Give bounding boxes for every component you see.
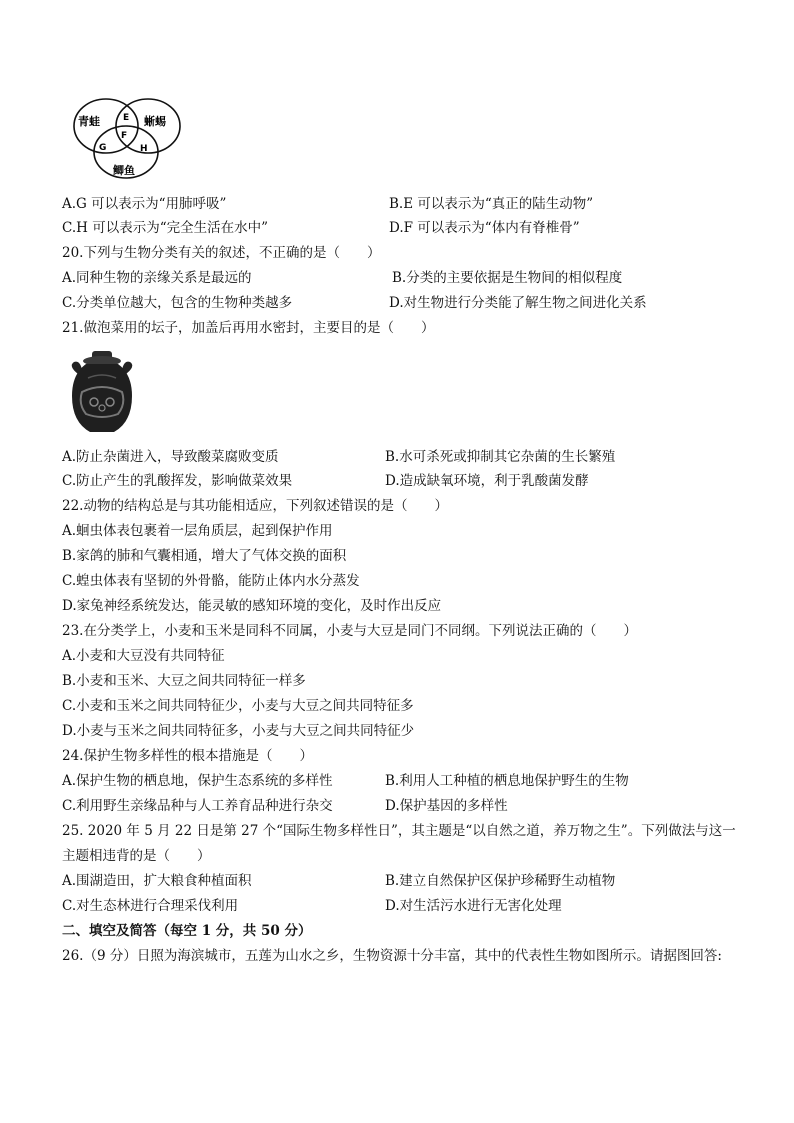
- venn-label-h: H: [140, 144, 148, 154]
- q24-option-c: C.利用野生亲缘品种与人工养育品种进行杂交: [62, 798, 333, 814]
- q20-option-d: D.对生物进行分类能了解生物之间进化关系: [389, 295, 647, 311]
- section-heading: 二、填空及简答（每空 1 分，共 50 分）: [62, 923, 312, 939]
- q25-stem-line2: 主题相违背的是（ ）: [62, 848, 211, 864]
- venn-label-fish: 鲫鱼: [113, 164, 135, 177]
- q22-option-d: D.家兔神经系统发达，能灵敏的感知环境的变化，及时作出反应: [62, 598, 442, 614]
- q20-option-a: A.同种生物的亲缘关系是最远的: [62, 270, 252, 286]
- venn-label-frog: 青蛙: [78, 115, 100, 128]
- q22-option-b: B.家鸽的肺和气囊相通，增大了气体交换的面积: [62, 548, 347, 564]
- q24-option-a: A.保护生物的栖息地，保护生态系统的多样性: [62, 773, 333, 789]
- q23-option-b: B.小麦和玉米、大豆之间共同特征一样多: [62, 673, 306, 689]
- q21-option-d: D.造成缺氧环境，利于乳酸菌发酵: [385, 473, 589, 489]
- q24-option-d: D.保护基因的多样性: [385, 798, 508, 814]
- q20-option-b: B.分类的主要依据是生物间的相似程度: [392, 270, 623, 286]
- q22-stem: 22.动物的结构总是与其功能相适应，下列叙述错误的是（ ）: [62, 498, 448, 514]
- q22-option-c: C.蝗虫体表有坚韧的外骨骼，能防止体内水分蒸发: [62, 573, 360, 589]
- q25-option-b: B.建立自然保护区保护珍稀野生动植物: [385, 873, 616, 889]
- q23-stem: 23.在分类学上，小麦和玉米是同科不同属，小麦与大豆是同门不同纲。下列说法正确的（ ）: [62, 623, 637, 639]
- q24-option-b: B.利用人工种植的栖息地保护野生的生物: [385, 773, 629, 789]
- q19-option-b: B.E 可以表示为“真正的陆生动物”: [389, 196, 594, 212]
- q22-option-a: A.蛔虫体表包裹着一层角质层，起到保护作用: [62, 523, 333, 539]
- q25-option-a: A.围湖造田，扩大粮食种植面积: [62, 873, 252, 889]
- q23-option-c: C.小麦和玉米之间共同特征少，小麦与大豆之间共同特征多: [62, 698, 414, 714]
- q21-option-b: B.水可杀死或抑制其它杂菌的生长繁殖: [385, 449, 616, 465]
- q20-stem: 20.下列与生物分类有关的叙述，不正确的是（ ）: [62, 245, 381, 261]
- q21-option-c: C.防止产生的乳酸挥发，影响做菜效果: [62, 473, 293, 489]
- venn-label-f: F: [121, 131, 128, 141]
- q19-option-a: A.G 可以表示为“用肺呼吸”: [62, 196, 227, 212]
- venn-label-e: E: [123, 113, 130, 123]
- venn-diagram: [66, 94, 196, 180]
- venn-label-g: G: [99, 143, 107, 153]
- q21-option-a: A.防止杂菌进入，导致酸菜腐败变质: [62, 449, 279, 465]
- q25-option-c: C.对生态林进行合理采伐利用: [62, 898, 239, 914]
- q23-option-d: D.小麦与玉米之间共同特征多，小麦与大豆之间共同特征少: [62, 723, 415, 739]
- q21-stem: 21.做泡菜用的坛子，加盖后再用水密封，主要目的是（ ）: [62, 320, 435, 336]
- q24-stem: 24.保护生物多样性的根本措施是（ ）: [62, 748, 313, 764]
- q19-option-d: D.F 可以表示为“体内有脊椎骨”: [389, 220, 580, 236]
- q19-option-c: C.H 可以表示为“完全生活在水中”: [62, 220, 269, 236]
- q23-option-a: A.小麦和大豆没有共同特征: [62, 648, 225, 664]
- q20-option-c: C.分类单位越大，包含的生物种类越多: [62, 295, 293, 311]
- venn-label-lizard: 蜥蜴: [144, 115, 166, 128]
- pickle-jar-image: [66, 348, 138, 436]
- q26-stem: 26.（9 分）日照为海滨城市，五莲为山水之乡，生物资源十分丰富，其中的代表性生物如图所示。请据图回答:: [62, 948, 722, 964]
- q25-option-d: D.对生活污水进行无害化处理: [385, 898, 562, 914]
- q25-stem-line1: 25. 2020 年 5 月 22 日是第 27 个“国际生物多样性日”，其主题是“以自然之道，养万物之生”。下列做法与这一: [62, 823, 736, 839]
